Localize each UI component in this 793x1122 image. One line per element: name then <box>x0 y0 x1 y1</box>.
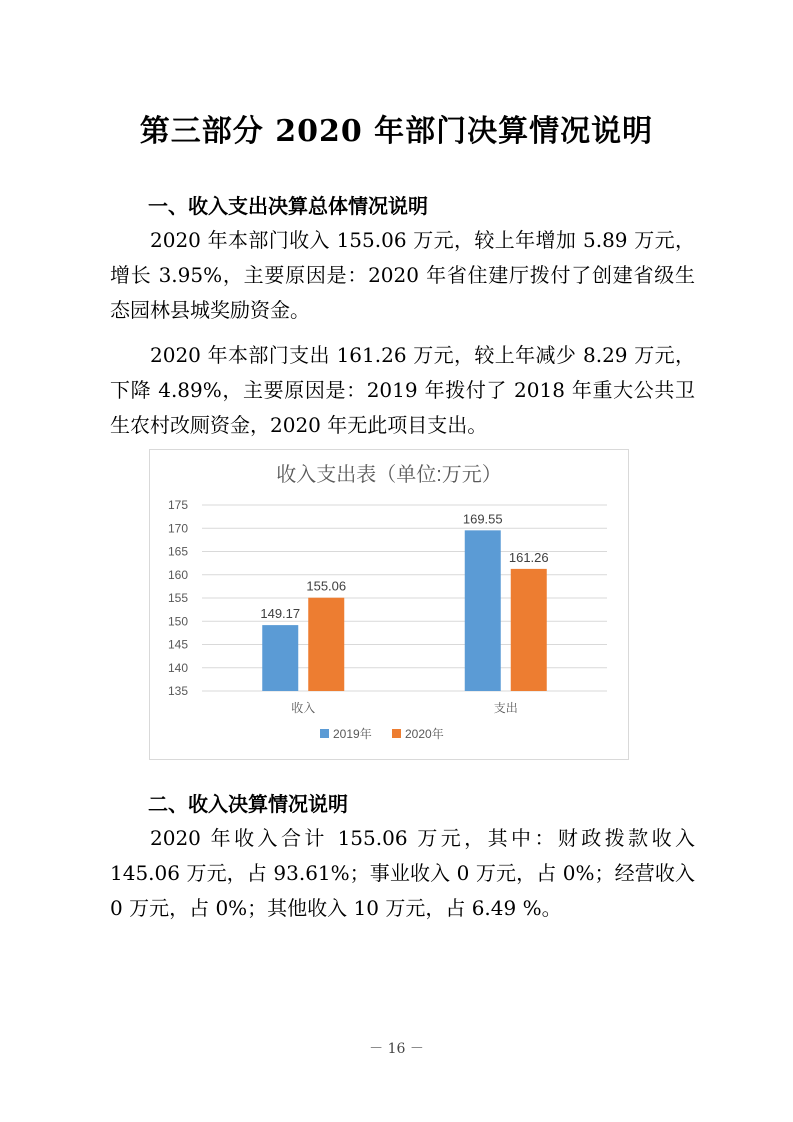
bar <box>465 530 501 691</box>
section-1-paragraph-2: 2020 年本部门支出 161.26 万元，较上年减少 8.29 万元，下降 4.89%，主要原因是：2019 年拨付了 2018 年重大公共卫生农村改厕资金，2020 年无此项目支出。 <box>110 343 695 437</box>
section-1-paragraph-1: 2020 年本部门收入 155.06 万元，较上年增加 5.89 万元，增长 3.95%，主要原因是：2020 年省住建厅拨付了创建省级生态园林县城奖励资金。 <box>110 228 695 322</box>
y-tick-label: 145 <box>167 637 188 652</box>
section-2-paragraph-1: 2020 年收入合计 155.06 万元，其中：财政拨款收入 145.06 万元，占 93.61%；事业收入 0 万元，占 0%；经营收入 0 万元，占 0%；其他收入 10 万元，占 6.49 %。 <box>110 826 695 920</box>
chart-svg <box>150 450 628 759</box>
bar <box>511 569 547 691</box>
bar <box>308 598 344 691</box>
y-tick-label: 165 <box>167 544 188 559</box>
page-title: 第三部分 2020 年部门决算情况说明 <box>139 114 654 149</box>
y-tick-label: 170 <box>167 521 188 536</box>
y-tick-label: 150 <box>167 614 188 629</box>
x-tick-label: 收入 <box>291 701 316 715</box>
data-label: 149.17 <box>260 606 301 622</box>
section-2-heading: 二、收入决算情况说明 <box>148 792 348 816</box>
x-tick-label: 支出 <box>493 701 518 715</box>
legend-label: 2019年 <box>333 727 372 741</box>
data-label: 169.55 <box>462 511 503 527</box>
y-tick-label: 155 <box>167 591 188 605</box>
legend-swatch <box>392 729 401 738</box>
income-expense-chart <box>149 449 629 760</box>
page-number: － 16 － <box>369 1041 424 1057</box>
y-tick-label: 160 <box>167 567 188 582</box>
section-1-heading: 一、收入支出决算总体情况说明 <box>148 194 428 218</box>
legend-label: 2020年 <box>405 727 444 741</box>
legend-swatch <box>320 729 329 738</box>
data-label: 161.26 <box>508 549 549 565</box>
bar <box>262 625 298 691</box>
y-tick-label: 135 <box>167 684 188 698</box>
data-label: 155.06 <box>306 578 347 594</box>
y-tick-label: 140 <box>167 660 188 675</box>
chart-title: 收入支出表（单位:万元） <box>276 464 502 486</box>
y-tick-label: 175 <box>167 498 188 512</box>
